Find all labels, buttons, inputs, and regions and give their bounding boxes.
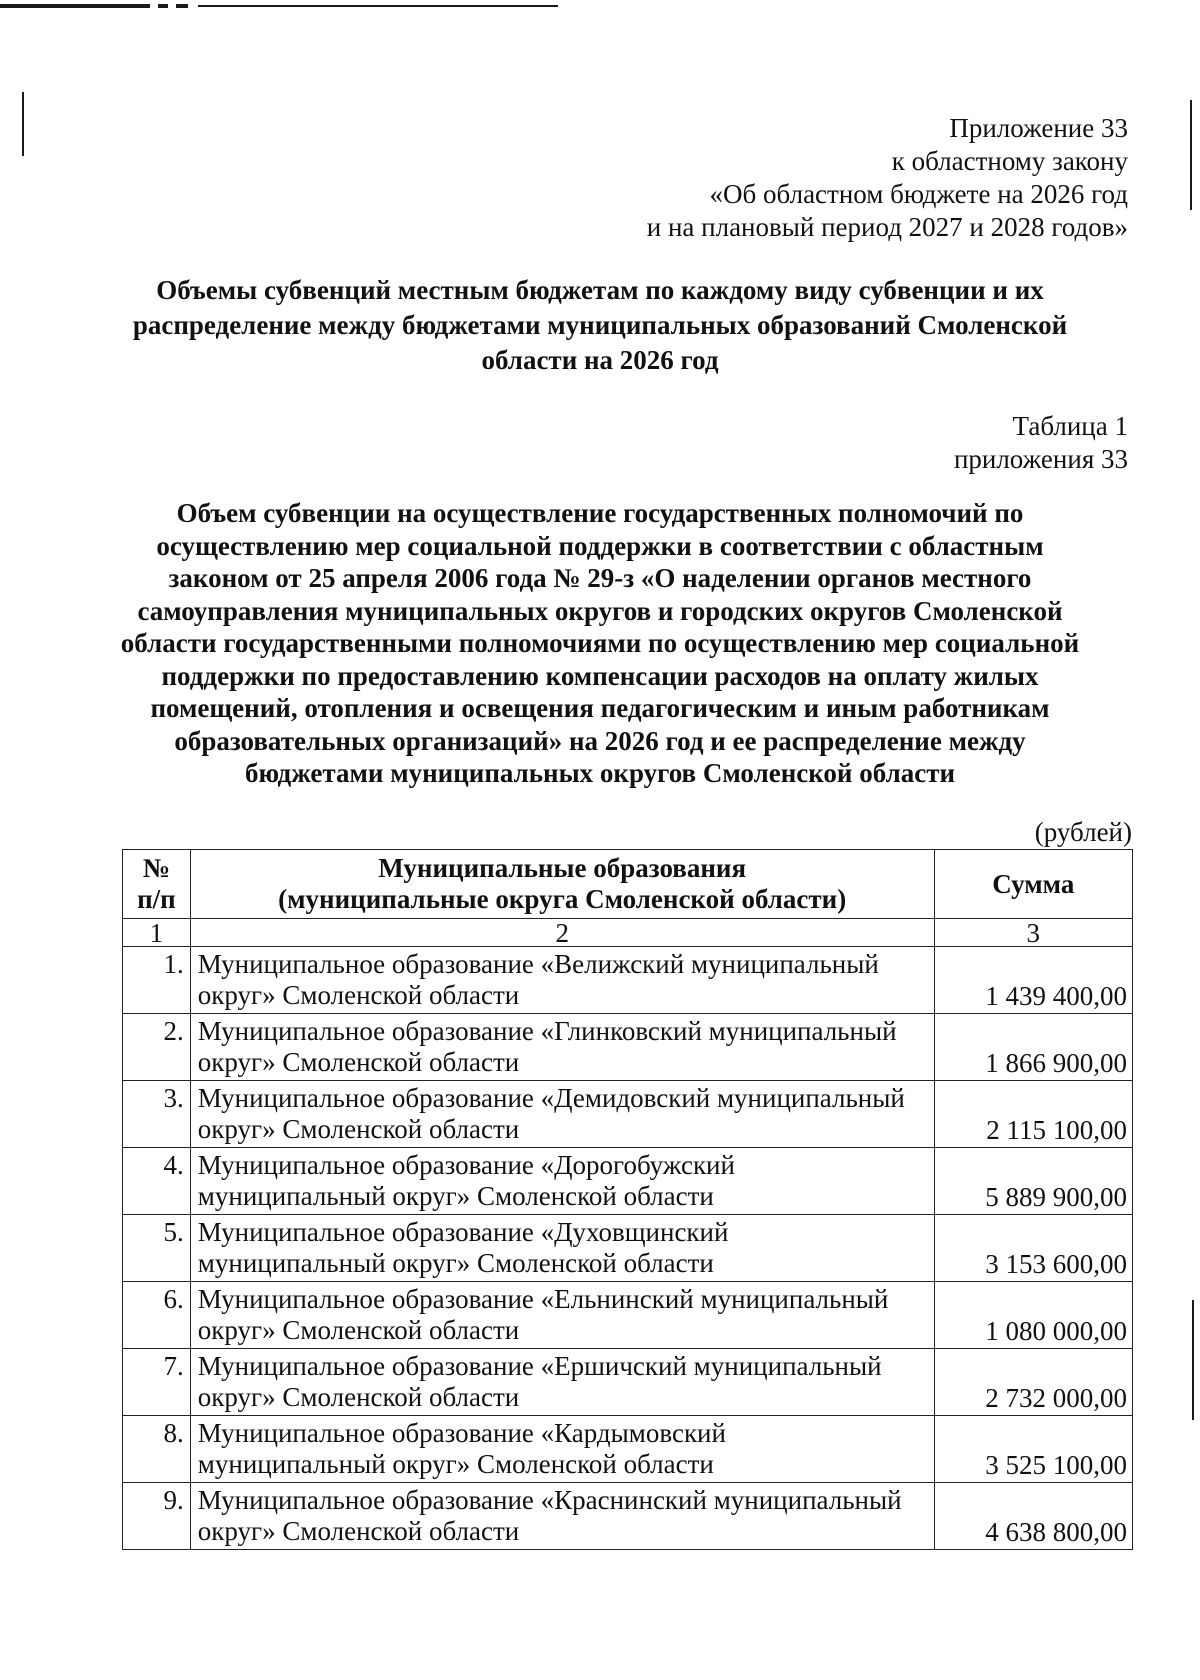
municipality-name <box>190 1215 934 1282</box>
municipality-name-line: Муниципальное образование «Демидовский муниципальный <box>197 1083 905 1113</box>
header-municipality <box>190 850 934 919</box>
appendix-line: Приложение 33 <box>949 113 1128 143</box>
table-title-line: бюджетами муниципальных округов Смоленской области <box>244 758 956 788</box>
subvention-table <box>122 849 1133 1550</box>
appendix-line: «Об областном бюджете на 2026 год <box>709 179 1128 209</box>
municipality-name-line: Муниципальное образование «Глинковский муниципальный <box>197 1016 897 1046</box>
municipality-name-line: Муниципальное образование «Духовщинский <box>197 1217 729 1247</box>
municipality-name <box>190 1483 934 1550</box>
scan-edge-mark <box>1192 1300 1194 1420</box>
subvention-amount: 3 153 600,00 <box>934 1215 1132 1282</box>
table-row <box>123 1349 1133 1416</box>
appendix-line: и на плановый период 2027 и 2028 годов» <box>646 212 1128 242</box>
column-number: 2 <box>190 919 934 947</box>
subvention-amount: 1 866 900,00 <box>934 1014 1132 1081</box>
municipality-name-line: Муниципальное образование «Дорогобужский <box>197 1150 735 1180</box>
municipality-name <box>190 1081 934 1148</box>
municipality-name-line: округ» Смоленской области <box>197 1114 520 1144</box>
municipality-name-line: Муниципальное образование «Ельнинский муниципальный <box>197 1284 889 1314</box>
table-title-line: помещений, отопления и освещения педагогическим и иным работникам <box>150 693 1050 723</box>
municipality-name <box>190 1148 934 1215</box>
table-title-line: самоуправления муниципальных округов и городских округов Смоленской <box>137 595 1063 626</box>
header-number <box>123 850 191 919</box>
scan-edge-mark <box>22 92 24 156</box>
subvention-amount: 5 889 900,00 <box>934 1148 1132 1215</box>
subvention-amount: 2 115 100,00 <box>934 1081 1132 1148</box>
row-number: 1. <box>123 947 191 1014</box>
table-title-line: осуществлению мер социальной поддержки в соответствии с областным <box>156 530 1044 561</box>
table-row <box>123 1483 1133 1550</box>
municipality-name-line: Муниципальное образование «Ершичский муниципальный <box>197 1351 882 1381</box>
subvention-amount: 4 638 800,00 <box>934 1483 1132 1550</box>
column-numbers-row <box>123 919 1133 947</box>
municipality-name-line: Муниципальное образование «Кардымовский <box>197 1418 726 1448</box>
table-row <box>123 1282 1133 1349</box>
municipality-name-line: округ» Смоленской области <box>197 1047 520 1077</box>
municipality-name-line: муниципальный округ» Смоленской области <box>197 1248 714 1278</box>
scan-edge-mark <box>158 4 168 8</box>
table-title-line: Объем субвенции на осуществление государственных полномочий по <box>176 498 1024 528</box>
table-reference <box>728 410 1128 476</box>
municipality-name-line: округ» Смоленской области <box>197 1516 520 1546</box>
header-municipality-line: Муниципальные образования <box>378 853 747 883</box>
table-title-line: поддержки по предоставлению компенсации расходов на оплату жилых <box>161 660 1039 691</box>
table-row <box>123 1416 1133 1483</box>
scan-edge-mark <box>176 4 188 8</box>
row-number: 5. <box>123 1215 191 1282</box>
table-row <box>123 1081 1133 1148</box>
appendix-reference <box>228 112 1128 244</box>
header-number-line: п/п <box>137 884 176 914</box>
column-number: 1 <box>123 919 191 947</box>
municipality-name-line: Муниципальное образование «Краснинский муниципальный <box>197 1485 902 1515</box>
table-row <box>123 1014 1133 1081</box>
row-number: 4. <box>123 1148 191 1215</box>
header-number-line: № <box>142 853 170 883</box>
subvention-amount: 3 525 100,00 <box>934 1416 1132 1483</box>
municipality-name <box>190 1349 934 1416</box>
row-number: 9. <box>123 1483 191 1550</box>
row-number: 6. <box>123 1282 191 1349</box>
table-row <box>123 1148 1133 1215</box>
municipality-name-line: округ» Смоленской области <box>197 1315 520 1345</box>
row-number: 7. <box>123 1349 191 1416</box>
document-title <box>110 273 1090 378</box>
row-number: 8. <box>123 1416 191 1483</box>
municipality-name-line: Муниципальное образование «Велижский муниципальный <box>197 949 879 979</box>
appendix-line: к областному закону <box>891 146 1128 176</box>
header-sum: Сумма <box>934 850 1132 919</box>
municipality-name-line: муниципальный округ» Смоленской области <box>197 1449 714 1479</box>
municipality-name <box>190 947 934 1014</box>
table-title-line: законом от 25 апреля 2006 года № 29-з «О наделении органов местного <box>168 563 1032 593</box>
table-ref-line: приложения 33 <box>953 444 1128 474</box>
table-title-line: образовательных организаций» на 2026 год и ее распределение между <box>174 725 1026 756</box>
table-title <box>110 497 1090 790</box>
municipality-name-line: муниципальный округ» Смоленской области <box>197 1181 714 1211</box>
table-header-row <box>123 850 1133 919</box>
header-municipality-line: (муниципальные округа Смоленской области) <box>278 884 847 914</box>
title-line: распределение между бюджетами муниципальных образований Смоленской <box>132 310 1068 340</box>
municipality-name-line: округ» Смоленской области <box>197 980 520 1010</box>
scan-edge-mark <box>0 4 150 8</box>
row-number: 3. <box>123 1081 191 1148</box>
subvention-amount: 1 080 000,00 <box>934 1282 1132 1349</box>
subvention-amount: 1 439 400,00 <box>934 947 1132 1014</box>
municipality-name <box>190 1416 934 1483</box>
row-number: 2. <box>123 1014 191 1081</box>
title-line: Объемы субвенций местным бюджетам по каждому виду субвенции и их <box>156 275 1044 305</box>
table-row <box>123 947 1133 1014</box>
table-ref-line: Таблица 1 <box>1012 411 1128 441</box>
subvention-amount: 2 732 000,00 <box>934 1349 1132 1416</box>
table-title-line: области государственными полномочиями по осуществлению мер социальной <box>120 628 1080 658</box>
table-row <box>123 1215 1133 1282</box>
column-number: 3 <box>934 919 1132 947</box>
scan-edge-mark <box>198 5 558 7</box>
scan-edge-mark <box>1190 100 1192 210</box>
municipality-name <box>190 1014 934 1081</box>
municipality-name-line: округ» Смоленской области <box>197 1382 520 1412</box>
units-label: (рублей) <box>1034 817 1132 847</box>
title-line: области на 2026 год <box>481 345 719 375</box>
municipality-name <box>190 1282 934 1349</box>
